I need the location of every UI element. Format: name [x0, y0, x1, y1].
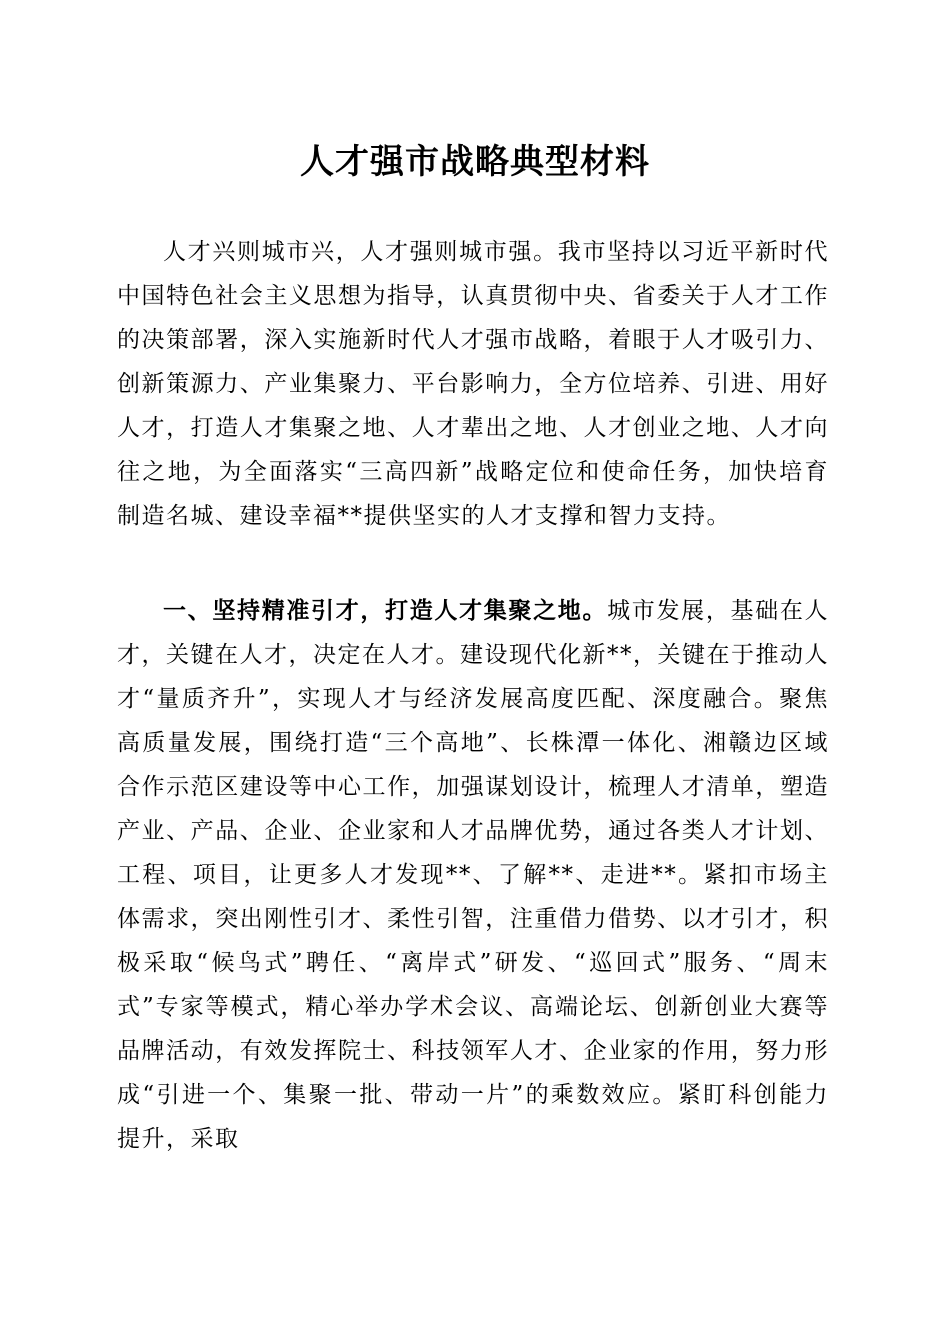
intro-paragraph: 人才兴则城市兴，人才强则城市强。我市坚持以习近平新时代中国特色社会主义思想为指导，认真贯彻中央、省委关于人才工作的决策部署，深入实施新时代人才强市战略，着眼于人才吸引力、创新策源力、产业集聚力、平台影响力，全方位培养、引进、用好人才，打造人才集聚之地、人才辈出之地、人才创业之地、人才向往之地，为全面落实“三高四新”战略定位和使命任务，加快培育制造名城、建设幸福**提供坚实的人才支撑和智力支持。	[117, 239, 829, 529]
section-1-body: 城市发展，基础在人才，关键在人才，决定在人才。建设现代化新**，关键在于推动人才“量质齐升”，实现人才与经济发展高度匹配、深度融合。聚焦高质量发展，围绕打造“三个高地”、长株潭一体化、湘赣边区域合作示范区建设等中心工作，加强谋划设计，梳理人才清单，塑造产业、产品、企业、企业家和人才品牌优势，通过各类人才计划、工程、项目，让更多人才发现**、了解**、走进**。紧扣市场主体需求，突出刚性引才、柔性引智，注重借力借势、以才引才，积极采取“候鸟式”聘任、“离岸式”研发、“巡回式”服务、“周末式”专家等模式，精心举办学术会议、高端论坛、创新创业大赛等品牌活动，有效发挥院士、科技领军人才、企业家的作用，努力形成“引进一个、集聚一批、带动一片”的乘数效应。紧盯科创能力提升，采取	[117, 598, 830, 1152]
document-title: 人才强市战略典型材料	[300, 142, 650, 182]
section-1-heading: 一、坚持精准引才，打造人才集聚之地。	[163, 597, 608, 624]
section-1-paragraph	[117, 589, 829, 1161]
